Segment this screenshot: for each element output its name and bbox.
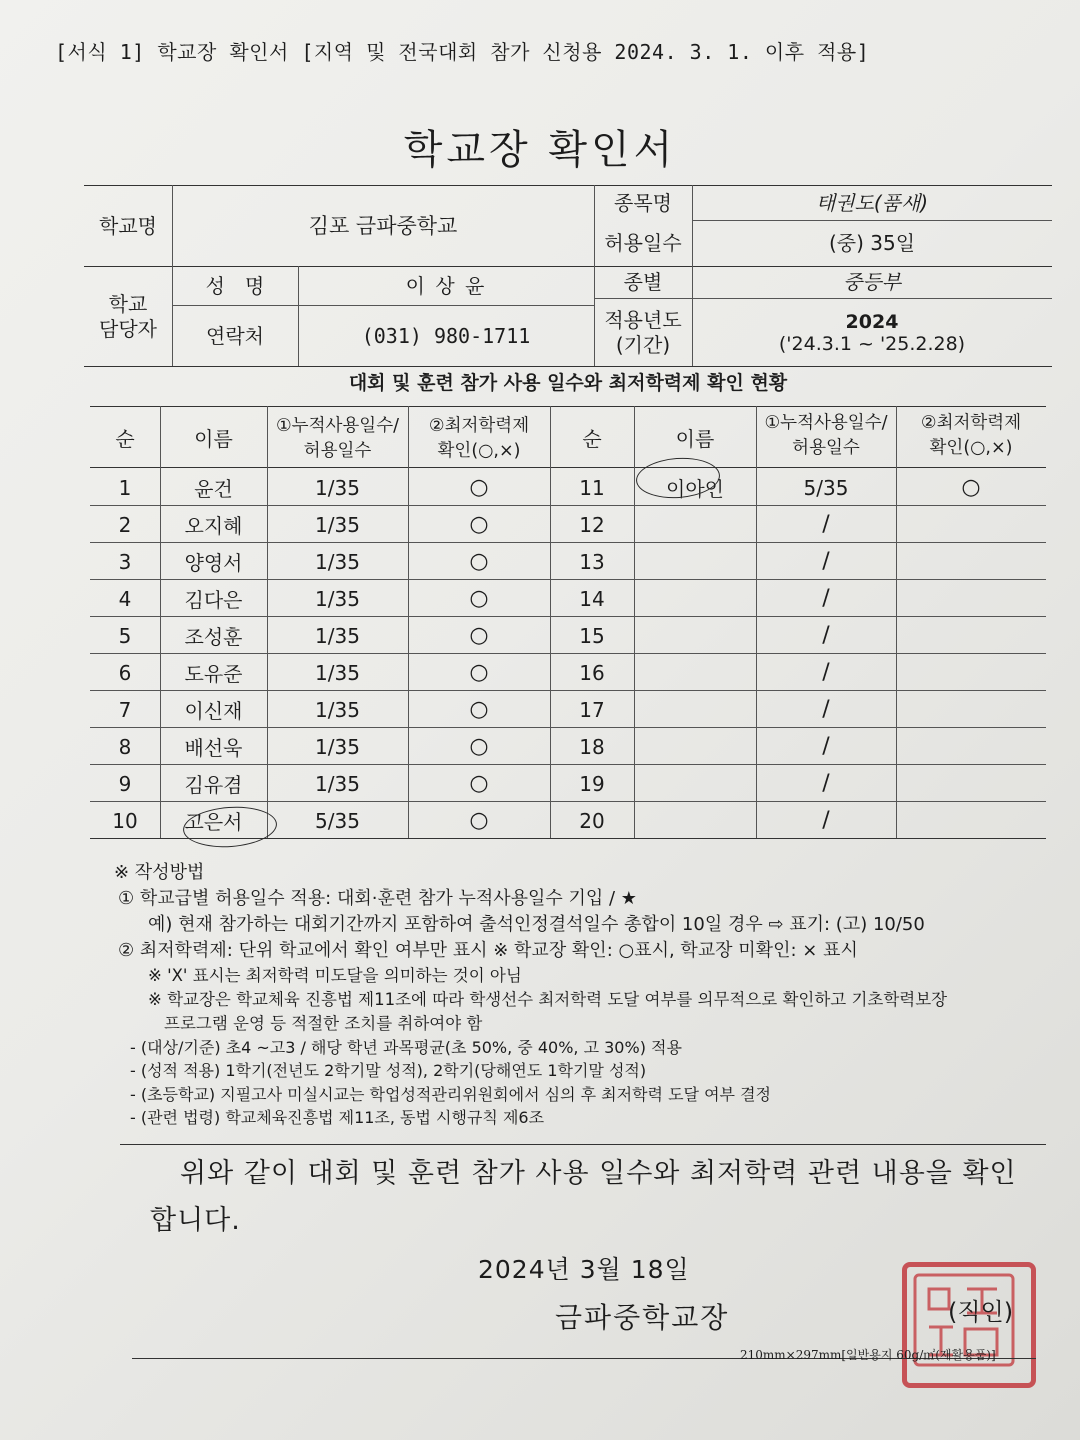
right-row-days: / [822,512,830,537]
confirm-line: 합니다. [150,1205,241,1237]
right-row-no: 16 [579,660,605,685]
right-row-days: / [822,771,830,796]
left-row-no: 8 [118,734,132,759]
right-row-check [896,618,1046,653]
year-value: 2024 [845,310,899,333]
confirmation-text [150,1150,1030,1245]
right-row-check: ○ [961,475,981,500]
note-item: 예) 현재 참가하는 대회기간까지 포함하여 출석인정결석일수 총합이 10일 경우 ⇨ 표기: (고) 10/50 [148,914,925,936]
event-value: 태권도(품새) [815,190,929,215]
note-item: - (대상/기준) 초4 ~고3 / 해당 학년 과목평균(초 50%, 중 40%, 고 30%) 적용 [130,1038,682,1058]
right-row-days: / [822,734,830,759]
right-row-days: 5/35 [803,475,849,500]
left-row-check: ○ [469,771,489,796]
right-row-name [634,618,756,653]
right-row-days: / [822,623,830,648]
note-item: - (관련 법령) 학교체육진흥법 제11조, 동법 시행규칙 제6조 [130,1107,545,1127]
right-row-no: 19 [579,771,605,796]
right-row-check [896,692,1046,727]
form-tag: [서식 1] 학교장 확인서 [지역 및 전국대회 참가 신청용 2024. 3. 1. 이후 적용] [55,40,870,64]
right-row-no: 12 [579,512,605,537]
left-row-name: 도유준 [184,662,243,686]
left-row-check: ○ [469,512,489,537]
principal-signature: 금파중학교장 [555,1301,730,1334]
seal-label: (직인) [948,1298,1014,1326]
period-value: ('24.3.1 ~ '25.2.28) [778,332,966,355]
left-row-no: 2 [118,512,132,537]
table-rule [90,505,1046,506]
left-row-name: 김다은 [184,588,243,612]
left-row-no: 4 [118,586,132,611]
right-row-check [896,544,1046,579]
header-check: ②최저학력제 확인(○,×) [428,416,530,461]
table-rule [90,690,1046,691]
category-value: 중등부 [843,270,901,294]
left-row-check: ○ [469,808,489,833]
note-item: - (초등학교) 지필고사 미실시교는 학업성적관리위원회에서 심의 후 최저학력 도달 여부 결정 [130,1084,771,1104]
header-no: 순 [115,426,135,451]
table-rule [90,579,1046,580]
right-row-no: 18 [579,734,605,759]
instructions [114,860,1058,1129]
left-row-name: 고은서 [184,810,243,834]
right-row-name [634,581,756,616]
header-days: ①누적사용일수/ 허용일수 [275,416,399,461]
right-row-days: / [822,697,830,722]
left-row-days: 5/35 [315,808,360,833]
note-item: ① 학교급별 허용일수 적용: 대회·훈련 참가 누적사용일수 기입 / ★ [118,888,637,910]
left-row-name: 양영서 [184,551,243,575]
divider [120,1144,1046,1145]
left-row-days: 1/35 [315,697,360,722]
left-row-days: 1/35 [315,771,360,796]
right-row-name [634,729,756,764]
right-row-days: / [822,586,830,611]
right-row-days: / [822,549,830,574]
header-days-right: ①누적사용일수/ 허용일수 [764,413,888,458]
note-item: ② 최저학력제: 단위 학교에서 확인 여부만 표시 ※ 학교장 확인: ○표시, 학교장 미확인: × 표시 [118,940,858,962]
header-no-right: 순 [582,426,602,451]
right-row-name [634,766,756,801]
right-row-no: 13 [579,549,605,574]
left-row-days: 1/35 [315,734,360,759]
notes-heading: ※ 작성방법 [114,862,205,883]
right-row-check [896,581,1046,616]
school-value: 김포 금파중학교 [308,213,458,238]
section-title: 대회 및 훈련 참가 사용 일수와 최저학력제 확인 현황 [348,372,788,394]
right-row-days: / [822,808,830,833]
name-value: 이 상 윤 [405,273,487,298]
left-row-days: 1/35 [315,475,360,500]
left-row-no: 9 [118,771,132,796]
year-cell [692,299,1052,366]
left-row-days: 1/35 [315,623,360,648]
left-row-name: 배선욱 [184,736,243,760]
right-row-name [634,655,756,690]
paper-size-note: 210mm×297mm[일반용지 60g/㎡(재활용품)] [740,1348,996,1362]
event-label: 종목명 [614,190,672,215]
right-row-no: 17 [579,697,605,722]
header-name-right: 이름 [675,426,715,451]
left-row-check: ○ [469,660,489,685]
year-label: 적용년도 (기간) [604,307,682,357]
right-row-check [896,729,1046,764]
right-row-name [634,692,756,727]
name-label: 성 명 [205,273,265,298]
right-row-name [634,803,756,838]
left-row-check: ○ [469,697,489,722]
left-row-no: 10 [112,808,138,833]
left-row-name: 오지혜 [184,514,243,538]
allowed-days-value: (중) 35일 [828,231,916,255]
right-row-name [634,507,756,542]
table-rule [90,801,1046,802]
right-row-check [896,803,1046,838]
table-rule [90,653,1046,654]
right-row-name: 이아인 [666,477,724,501]
left-row-days: 1/35 [315,660,360,685]
left-row-name: 조성훈 [184,625,243,649]
left-row-no: 7 [118,697,132,722]
right-row-name [634,544,756,579]
left-row-check: ○ [469,734,489,759]
contact-label: 연락처 [206,323,264,348]
right-row-check [896,655,1046,690]
right-row-no: 15 [579,623,605,648]
left-row-name: 윤건 [194,477,233,501]
right-row-check [896,507,1046,542]
left-row-days: 1/35 [315,512,360,537]
right-row-no: 11 [579,475,605,500]
left-row-check: ○ [469,475,489,500]
note-item: 프로그램 운영 등 적절한 조치를 취하여야 함 [164,1014,483,1034]
confirm-line: 위와 같이 대회 및 훈련 참가 사용 일수와 최저학력 관련 내용을 확인 [180,1158,1017,1189]
page-title: 학교장 확인서 [403,127,677,173]
left-row-no: 6 [118,660,132,685]
table-rule [90,467,1046,468]
left-row-no: 1 [118,475,132,500]
table-rule [90,764,1046,765]
allowed-days-label: 허용일수 [604,231,682,255]
note-item: - (성적 적용) 1학기(전년도 2학기말 성적), 2학기(당해연도 1학기말 성적) [130,1061,647,1081]
header-name: 이름 [194,426,233,451]
right-row-no: 20 [579,808,605,833]
left-row-name: 이신재 [184,699,243,723]
left-row-days: 1/35 [315,586,360,611]
left-row-check: ○ [469,586,489,611]
left-row-no: 3 [118,549,132,574]
right-row-days: / [822,660,830,685]
left-row-name: 김유겸 [184,773,243,797]
left-row-days: 1/35 [315,549,360,574]
table-rule [90,616,1046,617]
table-rule [90,727,1046,728]
note-item: ※ 학교장은 학교체육 진흥법 제11조에 따라 학생선수 최저학력 도달 여부를 의무적으로 확인하고 기초학력보장 [148,990,948,1010]
school-label: 학교명 [99,213,157,238]
contact-value: (031) 980-1711 [361,323,531,348]
left-row-check: ○ [469,549,489,574]
right-row-no: 14 [579,586,605,611]
table-rule [90,542,1046,543]
left-row-no: 5 [118,623,132,648]
note-item: ※ 'X' 표시는 최저학력 미도달을 의미하는 것이 아님 [148,966,522,986]
issue-date: 2024년 3월 18일 [478,1255,690,1284]
header-check-right: ②최저학력제 확인(○,×) [920,413,1022,458]
category-label: 종별 [623,270,663,294]
right-row-check [896,766,1046,801]
staff-label: 학교 담당자 [99,291,157,341]
left-row-check: ○ [469,623,489,648]
table-rule [84,366,1052,367]
